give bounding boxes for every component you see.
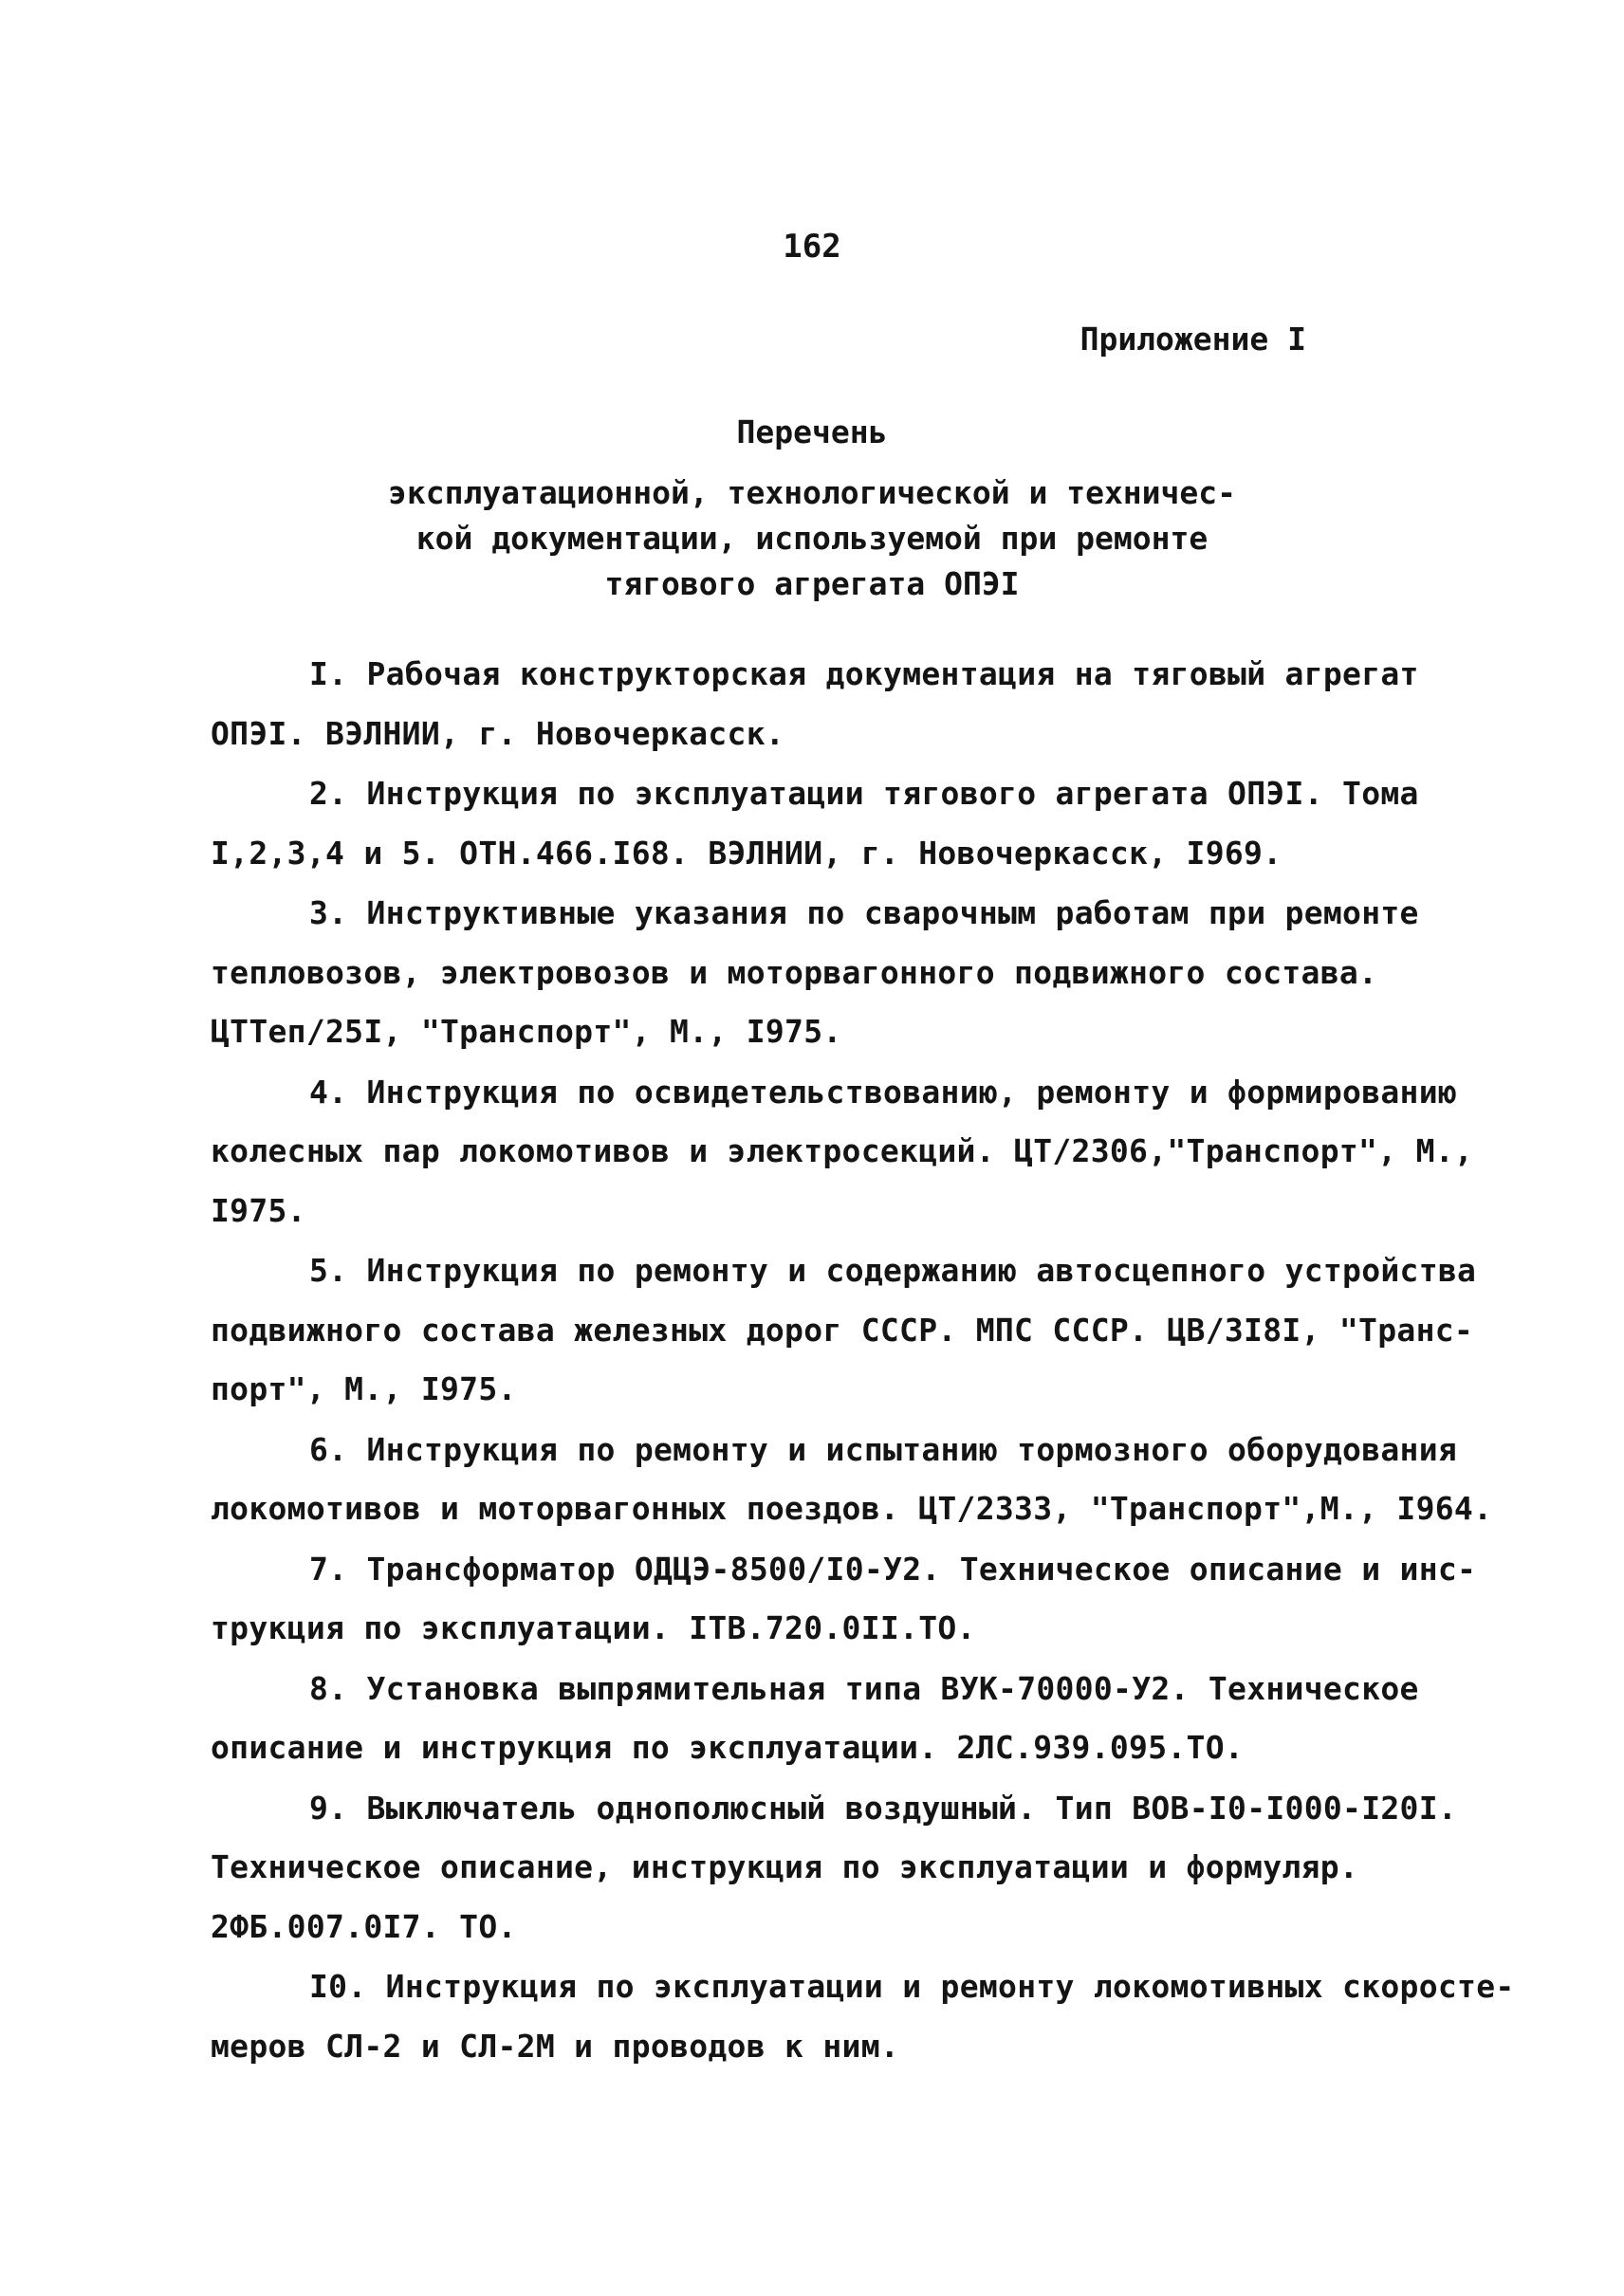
subtitle-line: тягового агрегата ОПЭI xyxy=(604,565,1020,602)
appendix-label: Приложение I xyxy=(1080,321,1306,358)
list-item-5 xyxy=(211,1241,1477,1420)
list-item-line: подвижного состава железных дорог СССР. МПС СССР. ЦВ/3I8I, "Транс- xyxy=(211,1311,1474,1349)
list-item-line: I0. Инструкция по эксплуатации и ремонту локомотивных скоросте- xyxy=(309,1968,1515,2005)
list-item-line: 9. Выключатель однополюсный воздушный. Тип ВОВ-I0-I000-I20I. xyxy=(309,1789,1458,1827)
list-item-line: порт", М., I975. xyxy=(211,1370,517,1407)
list-item-8 xyxy=(211,1660,1463,1778)
list-item-line: ОПЭI. ВЭЛНИИ, г. Новочеркасск. xyxy=(211,714,785,752)
list-item-4 xyxy=(211,1063,1474,1241)
document-title: Перечень xyxy=(736,413,888,450)
subtitle-line: эксплуатационной, технологической и техничес- xyxy=(387,474,1237,511)
list-item-line: Техническое описание, инструкция по эксплуатации и формуляр. xyxy=(211,1848,1359,1885)
document-list xyxy=(211,645,1515,2077)
list-item-line: 2ФБ.007.0I7. ТО. xyxy=(211,1907,517,1945)
document-subtitle xyxy=(0,470,1624,607)
list-item-line: локомотивов и моторвагонных поездов. ЦТ/2333, "Транспорт",М., I964. xyxy=(211,1490,1493,1527)
list-item-line: I975. xyxy=(211,1191,306,1229)
list-item-line: 6. Инструкция по ремонту и испытанию тормозного оборудования xyxy=(309,1430,1458,1468)
list-item-line: описание и инструкция по эксплуатации. 2ЛС.939.095.ТО. xyxy=(211,1729,1245,1766)
list-item-6 xyxy=(211,1421,1493,1539)
list-item-line: 5. Инструкция по ремонту и содержанию автосцепного устройства xyxy=(309,1252,1477,1289)
list-item-line: ЦТТеп/25I, "Транспорт", М., I975. xyxy=(211,1013,842,1050)
list-item-7 xyxy=(211,1540,1477,1659)
page-number: 162 xyxy=(783,228,841,266)
list-item-line: 7. Трансформатор ОДЦЭ-8500/I0-У2. Техническое описание и инс- xyxy=(309,1550,1477,1588)
list-item-line: меров СЛ-2 и СЛ-2М и проводов к ним. xyxy=(211,2027,900,2065)
list-item-line: I,2,3,4 и 5. ОТН.466.I68. ВЭЛНИИ, г. Новочеркасск, I969. xyxy=(211,834,1283,872)
list-item-line: трукция по эксплуатации. IТВ.720.0II.ТО. xyxy=(211,1609,976,1646)
list-item-10 xyxy=(211,1957,1515,2076)
list-item-line: I. Рабочая конструкторская документация на тяговый агрегат xyxy=(309,655,1419,692)
list-item-line: 3. Инструктивные указания по сварочным работам при ремонте xyxy=(309,894,1419,931)
list-item-9 xyxy=(211,1779,1463,1957)
subtitle-line: кой документации, используемой при ремонте xyxy=(415,520,1209,557)
list-item-1 xyxy=(211,645,1463,763)
list-item-line: колесных пар локомотивов и электросекций. ЦТ/2306,"Транспорт", М., xyxy=(211,1132,1474,1169)
list-item-line: 4. Инструкция по освидетельствованию, ремонту и формированию xyxy=(309,1073,1458,1111)
list-item-line: тепловозов, электровозов и моторвагонного подвижного состава. xyxy=(211,953,1378,991)
list-item-3 xyxy=(211,884,1463,1062)
list-item-line: 8. Установка выпрямительная типа ВУК-70000-У2. Техническое xyxy=(309,1669,1419,1707)
list-item-2 xyxy=(211,764,1463,883)
list-item-line: 2. Инструкция по эксплуатации тягового агрегата ОПЭI. Тома xyxy=(309,775,1419,812)
